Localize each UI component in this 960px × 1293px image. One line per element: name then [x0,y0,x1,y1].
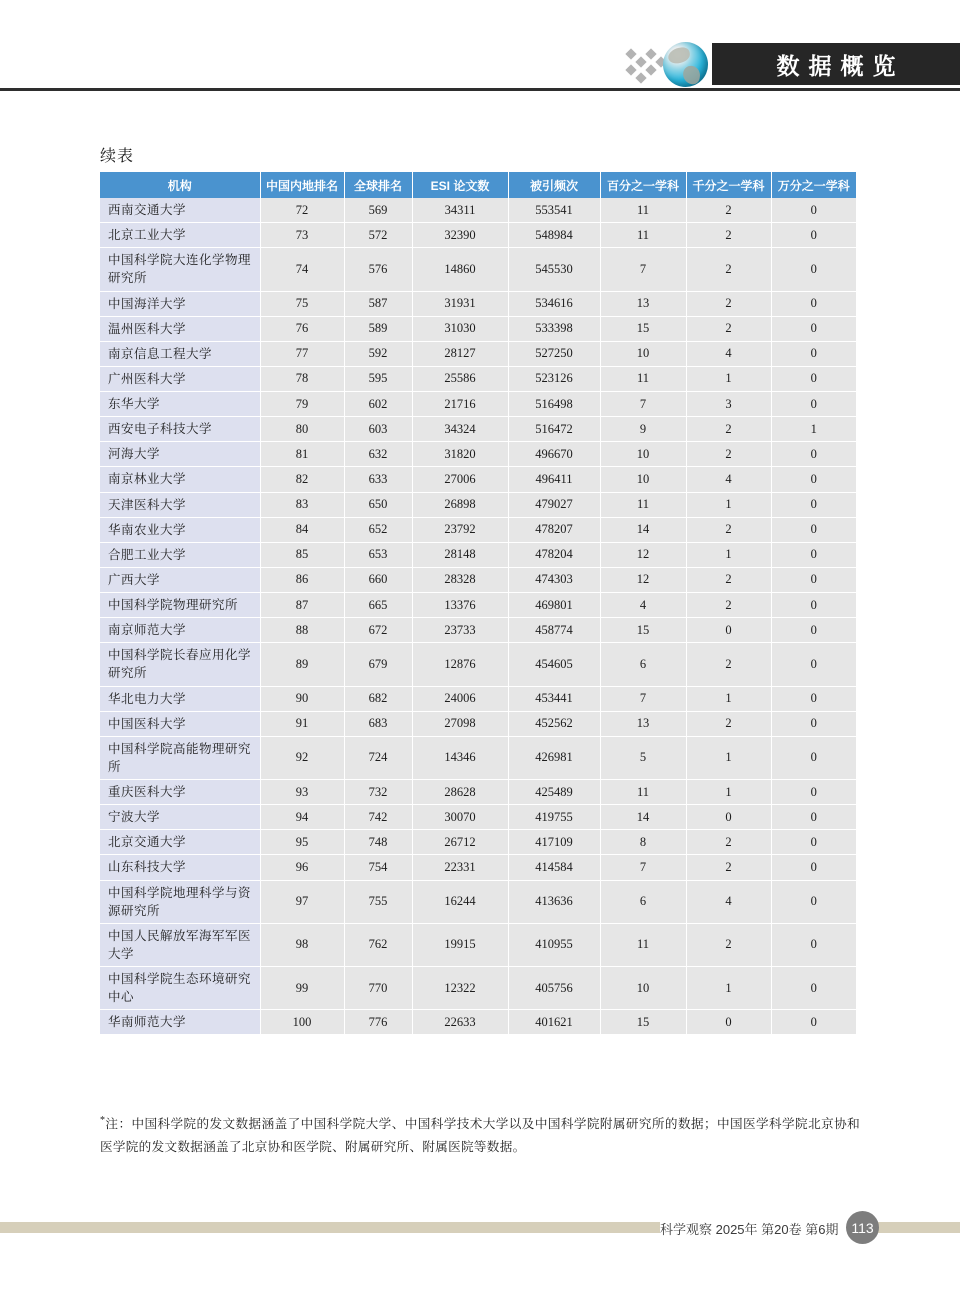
cell-top01permille: 0 [771,855,856,880]
cell-top1permille: 1 [686,366,771,391]
cell-top01permille: 0 [771,830,856,855]
cell-citations: 527250 [508,341,600,366]
cell-top1permille: 3 [686,392,771,417]
cell-top1pct: 15 [600,618,686,643]
cell-esi-papers: 16244 [412,880,508,923]
cell-top1permille: 2 [686,291,771,316]
table-row [100,366,856,391]
table-caption: 续表 [100,148,135,165]
cell-top01permille: 0 [771,492,856,517]
table-row [100,567,856,592]
cell-top01permille: 0 [771,923,856,966]
cell-esi-papers: 26898 [412,492,508,517]
cell-global-rank: 755 [344,880,412,923]
cell-top01permille: 0 [771,880,856,923]
cell-top1pct: 10 [600,967,686,1010]
cell-citations: 405756 [508,967,600,1010]
cell-institution: 北京工业大学 [100,223,260,248]
cell-top01permille: 0 [771,567,856,592]
cell-citations: 533398 [508,316,600,341]
cell-global-rank: 592 [344,341,412,366]
table-row [100,392,856,417]
cell-cn-rank: 79 [260,392,344,417]
cell-citations: 523126 [508,366,600,391]
cell-institution: 北京交通大学 [100,830,260,855]
checkered-diamonds-icon [627,46,667,84]
cell-global-rank: 576 [344,248,412,291]
cell-top01permille: 0 [771,643,856,686]
globe-icon [663,42,708,87]
cell-citations: 414584 [508,855,600,880]
cell-esi-papers: 32390 [412,223,508,248]
table-footnote [100,1112,860,1160]
cell-institution: 西安电子科技大学 [100,417,260,442]
cell-global-rank: 762 [344,923,412,966]
cell-citations: 413636 [508,880,600,923]
cell-global-rank: 652 [344,517,412,542]
cell-top01permille: 0 [771,248,856,291]
cell-citations: 425489 [508,780,600,805]
column-header-global-rank: 全球排名 [344,172,412,198]
cell-esi-papers: 14346 [412,736,508,779]
cell-top1pct: 14 [600,805,686,830]
cell-top1pct: 8 [600,830,686,855]
column-header-cn-rank: 中国内地排名 [260,172,344,198]
cell-top1pct: 13 [600,711,686,736]
cell-cn-rank: 87 [260,593,344,618]
cell-global-rank: 632 [344,442,412,467]
cell-top01permille: 0 [771,366,856,391]
column-header-top1pct: 百分之一学科 [600,172,686,198]
cell-institution: 中国科学院长春应用化学研究所 [100,643,260,686]
cell-esi-papers: 22633 [412,1010,508,1035]
cell-institution: 温州医科大学 [100,316,260,341]
cell-esi-papers: 31931 [412,291,508,316]
cell-global-rank: 595 [344,366,412,391]
table-row [100,341,856,366]
cell-citations: 516498 [508,392,600,417]
cell-citations: 452562 [508,711,600,736]
cell-cn-rank: 80 [260,417,344,442]
table-row [100,248,856,291]
cell-cn-rank: 94 [260,805,344,830]
cell-top1pct: 7 [600,392,686,417]
cell-citations: 496411 [508,467,600,492]
cell-cn-rank: 84 [260,517,344,542]
cell-institution: 华南农业大学 [100,517,260,542]
cell-global-rank: 589 [344,316,412,341]
cell-top01permille: 0 [771,542,856,567]
cell-esi-papers: 13376 [412,593,508,618]
table-row [100,736,856,779]
cell-citations: 469801 [508,593,600,618]
cell-esi-papers: 26712 [412,830,508,855]
table-row [100,830,856,855]
cell-top1pct: 15 [600,1010,686,1035]
cell-top01permille: 0 [771,686,856,711]
cell-institution: 广西大学 [100,567,260,592]
cell-global-rank: 603 [344,417,412,442]
table-row [100,542,856,567]
cell-institution: 中国科学院生态环境研究中心 [100,967,260,1010]
cell-esi-papers: 28148 [412,542,508,567]
cell-top01permille: 0 [771,316,856,341]
cell-cn-rank: 74 [260,248,344,291]
cell-institution: 广州医科大学 [100,366,260,391]
footer-journal-info: 科学观察 2025年 第20卷 第6期 [660,1221,839,1237]
column-header-top01permille: 万分之一学科 [771,172,856,198]
cell-esi-papers: 23733 [412,618,508,643]
cell-cn-rank: 77 [260,341,344,366]
cell-institution: 合肥工业大学 [100,542,260,567]
page-number-badge: 113 [846,1211,879,1244]
cell-esi-papers: 19915 [412,923,508,966]
cell-global-rank: 660 [344,567,412,592]
cell-citations: 516472 [508,417,600,442]
cell-global-rank: 653 [344,542,412,567]
cell-global-rank: 754 [344,855,412,880]
cell-cn-rank: 76 [260,316,344,341]
cell-cn-rank: 99 [260,967,344,1010]
cell-citations: 401621 [508,1010,600,1035]
cell-cn-rank: 90 [260,686,344,711]
cell-institution: 南京师范大学 [100,618,260,643]
cell-institution: 南京信息工程大学 [100,341,260,366]
column-header-citations: 被引频次 [508,172,600,198]
cell-esi-papers: 28328 [412,567,508,592]
table-row [100,780,856,805]
cell-top1permille: 2 [686,316,771,341]
cell-institution: 山东科技大学 [100,855,260,880]
cell-global-rank: 748 [344,830,412,855]
cell-top01permille: 1 [771,417,856,442]
cell-citations: 453441 [508,686,600,711]
table-row [100,467,856,492]
cell-top1permille: 0 [686,618,771,643]
cell-top1permille: 1 [686,780,771,805]
cell-top1permille: 4 [686,341,771,366]
footnote-text: 注：中国科学院的发文数据涵盖了中国科学院大学、中国科学技术大学以及中国科学院附属研究所的数据；中国医学科学院北京协和医学院的发文数据涵盖了北京协和医学院、附属研究所、附属医院等数据。 [100,1117,860,1155]
cell-institution: 中国医科大学 [100,711,260,736]
cell-cn-rank: 98 [260,923,344,966]
cell-global-rank: 679 [344,643,412,686]
cell-cn-rank: 96 [260,855,344,880]
table-row [100,711,856,736]
cell-top1permille: 2 [686,830,771,855]
cell-top1pct: 13 [600,291,686,316]
cell-top1permille: 0 [686,1010,771,1035]
cell-top1pct: 14 [600,517,686,542]
cell-top01permille: 0 [771,711,856,736]
cell-top01permille: 0 [771,198,856,223]
table-row [100,686,856,711]
cell-top1permille: 1 [686,736,771,779]
cell-institution: 中国海洋大学 [100,291,260,316]
cell-top1pct: 11 [600,366,686,391]
cell-cn-rank: 93 [260,780,344,805]
cell-esi-papers: 22331 [412,855,508,880]
cell-esi-papers: 27098 [412,711,508,736]
cell-citations: 496670 [508,442,600,467]
cell-top1permille: 2 [686,442,771,467]
cell-citations: 419755 [508,805,600,830]
cell-esi-papers: 34324 [412,417,508,442]
cell-top01permille: 0 [771,618,856,643]
cell-cn-rank: 83 [260,492,344,517]
cell-citations: 534616 [508,291,600,316]
cell-top1pct: 11 [600,923,686,966]
cell-cn-rank: 100 [260,1010,344,1035]
page-header-banner [0,0,960,92]
cell-top01permille: 0 [771,780,856,805]
cell-top1permille: 1 [686,967,771,1010]
cell-esi-papers: 28127 [412,341,508,366]
cell-institution: 南京林业大学 [100,467,260,492]
cell-global-rank: 602 [344,392,412,417]
cell-citations: 410955 [508,923,600,966]
cell-top1permille: 1 [686,686,771,711]
cell-top01permille: 0 [771,291,856,316]
cell-global-rank: 569 [344,198,412,223]
cell-esi-papers: 12876 [412,643,508,686]
cell-citations: 479027 [508,492,600,517]
cell-top1pct: 11 [600,198,686,223]
cell-top1pct: 12 [600,542,686,567]
cell-top01permille: 0 [771,467,856,492]
cell-cn-rank: 91 [260,711,344,736]
cell-top1permille: 2 [686,248,771,291]
table-header-row [100,172,856,198]
cell-citations: 417109 [508,830,600,855]
column-header-institution: 机构 [100,172,260,198]
cell-citations: 553541 [508,198,600,223]
cell-institution: 中国人民解放军海军军医大学 [100,923,260,966]
cell-institution: 天津医科大学 [100,492,260,517]
table-row [100,880,856,923]
cell-global-rank: 587 [344,291,412,316]
cell-top01permille: 0 [771,593,856,618]
cell-esi-papers: 21716 [412,392,508,417]
table-row [100,291,856,316]
cell-esi-papers: 31820 [412,442,508,467]
cell-top01permille: 0 [771,517,856,542]
cell-top1pct: 11 [600,492,686,517]
cell-esi-papers: 25586 [412,366,508,391]
header-divider-rule [0,88,960,91]
table-row [100,223,856,248]
cell-institution: 河海大学 [100,442,260,467]
cell-global-rank: 650 [344,492,412,517]
cell-top1pct: 10 [600,341,686,366]
cell-institution: 宁波大学 [100,805,260,830]
cell-global-rank: 724 [344,736,412,779]
cell-citations: 478207 [508,517,600,542]
cell-global-rank: 776 [344,1010,412,1035]
cell-cn-rank: 88 [260,618,344,643]
cell-top1pct: 6 [600,880,686,923]
cell-top1pct: 12 [600,567,686,592]
cell-top1permille: 0 [686,805,771,830]
cell-top1pct: 9 [600,417,686,442]
table-row [100,618,856,643]
cell-esi-papers: 24006 [412,686,508,711]
cell-esi-papers: 28628 [412,780,508,805]
cell-global-rank: 633 [344,467,412,492]
cell-top1permille: 2 [686,567,771,592]
banner-title: 数据概览 [776,52,905,79]
table-row [100,442,856,467]
table-row [100,492,856,517]
cell-top1permille: 4 [686,880,771,923]
table-row [100,967,856,1010]
cell-global-rank: 683 [344,711,412,736]
cell-esi-papers: 30070 [412,805,508,830]
cell-institution: 中国科学院地理科学与资源研究所 [100,880,260,923]
institution-ranking-table [100,172,856,1035]
cell-institution: 华北电力大学 [100,686,260,711]
table-row [100,517,856,542]
cell-top1pct: 7 [600,855,686,880]
table-body [100,198,856,1035]
cell-institution: 西南交通大学 [100,198,260,223]
cell-cn-rank: 97 [260,880,344,923]
cell-top1pct: 11 [600,223,686,248]
cell-top1pct: 6 [600,643,686,686]
cell-top1permille: 2 [686,417,771,442]
cell-citations: 548984 [508,223,600,248]
cell-citations: 474303 [508,567,600,592]
cell-institution: 中国科学院高能物理研究所 [100,736,260,779]
cell-cn-rank: 95 [260,830,344,855]
cell-global-rank: 770 [344,967,412,1010]
cell-top01permille: 0 [771,967,856,1010]
cell-global-rank: 742 [344,805,412,830]
table-row [100,198,856,223]
table-row [100,923,856,966]
cell-cn-rank: 78 [260,366,344,391]
cell-citations: 545530 [508,248,600,291]
cell-top01permille: 0 [771,805,856,830]
cell-cn-rank: 75 [260,291,344,316]
cell-institution: 中国科学院物理研究所 [100,593,260,618]
footnote-marker: * [100,1115,106,1126]
cell-cn-rank: 92 [260,736,344,779]
cell-top1permille: 2 [686,198,771,223]
cell-esi-papers: 14860 [412,248,508,291]
cell-esi-papers: 23792 [412,517,508,542]
cell-top01permille: 0 [771,392,856,417]
cell-top1permille: 2 [686,223,771,248]
cell-top01permille: 0 [771,223,856,248]
cell-top1pct: 5 [600,736,686,779]
cell-institution: 东华大学 [100,392,260,417]
table-row [100,593,856,618]
cell-esi-papers: 27006 [412,467,508,492]
cell-top01permille: 0 [771,736,856,779]
cell-top1pct: 11 [600,780,686,805]
cell-top1permille: 1 [686,492,771,517]
cell-top1pct: 4 [600,593,686,618]
cell-global-rank: 682 [344,686,412,711]
cell-top1permille: 2 [686,855,771,880]
cell-institution: 重庆医科大学 [100,780,260,805]
cell-global-rank: 665 [344,593,412,618]
cell-cn-rank: 73 [260,223,344,248]
cell-cn-rank: 81 [260,442,344,467]
cell-cn-rank: 89 [260,643,344,686]
cell-cn-rank: 85 [260,542,344,567]
cell-top1permille: 2 [686,593,771,618]
cell-top1permille: 2 [686,517,771,542]
cell-top1pct: 15 [600,316,686,341]
cell-global-rank: 572 [344,223,412,248]
table-row [100,1010,856,1035]
table-row [100,316,856,341]
cell-esi-papers: 34311 [412,198,508,223]
cell-citations: 454605 [508,643,600,686]
cell-top01permille: 0 [771,341,856,366]
cell-institution: 华南师范大学 [100,1010,260,1035]
column-header-esi-papers: ESI 论文数 [412,172,508,198]
cell-top1permille: 2 [686,711,771,736]
table-row [100,643,856,686]
cell-top01permille: 0 [771,442,856,467]
cell-top1pct: 7 [600,248,686,291]
cell-top1permille: 2 [686,643,771,686]
table-row [100,805,856,830]
table-row [100,417,856,442]
cell-top1permille: 4 [686,467,771,492]
cell-top1pct: 7 [600,686,686,711]
cell-cn-rank: 86 [260,567,344,592]
cell-global-rank: 672 [344,618,412,643]
cell-esi-papers: 31030 [412,316,508,341]
column-header-top1permille: 千分之一学科 [686,172,771,198]
cell-top01permille: 0 [771,1010,856,1035]
cell-citations: 426981 [508,736,600,779]
cell-cn-rank: 82 [260,467,344,492]
table-row [100,855,856,880]
cell-top1pct: 10 [600,467,686,492]
cell-citations: 478204 [508,542,600,567]
cell-top1permille: 1 [686,542,771,567]
cell-top1pct: 10 [600,442,686,467]
cell-cn-rank: 72 [260,198,344,223]
cell-global-rank: 732 [344,780,412,805]
cell-institution: 中国科学院大连化学物理研究所 [100,248,260,291]
cell-top1permille: 2 [686,923,771,966]
cell-citations: 458774 [508,618,600,643]
cell-esi-papers: 12322 [412,967,508,1010]
